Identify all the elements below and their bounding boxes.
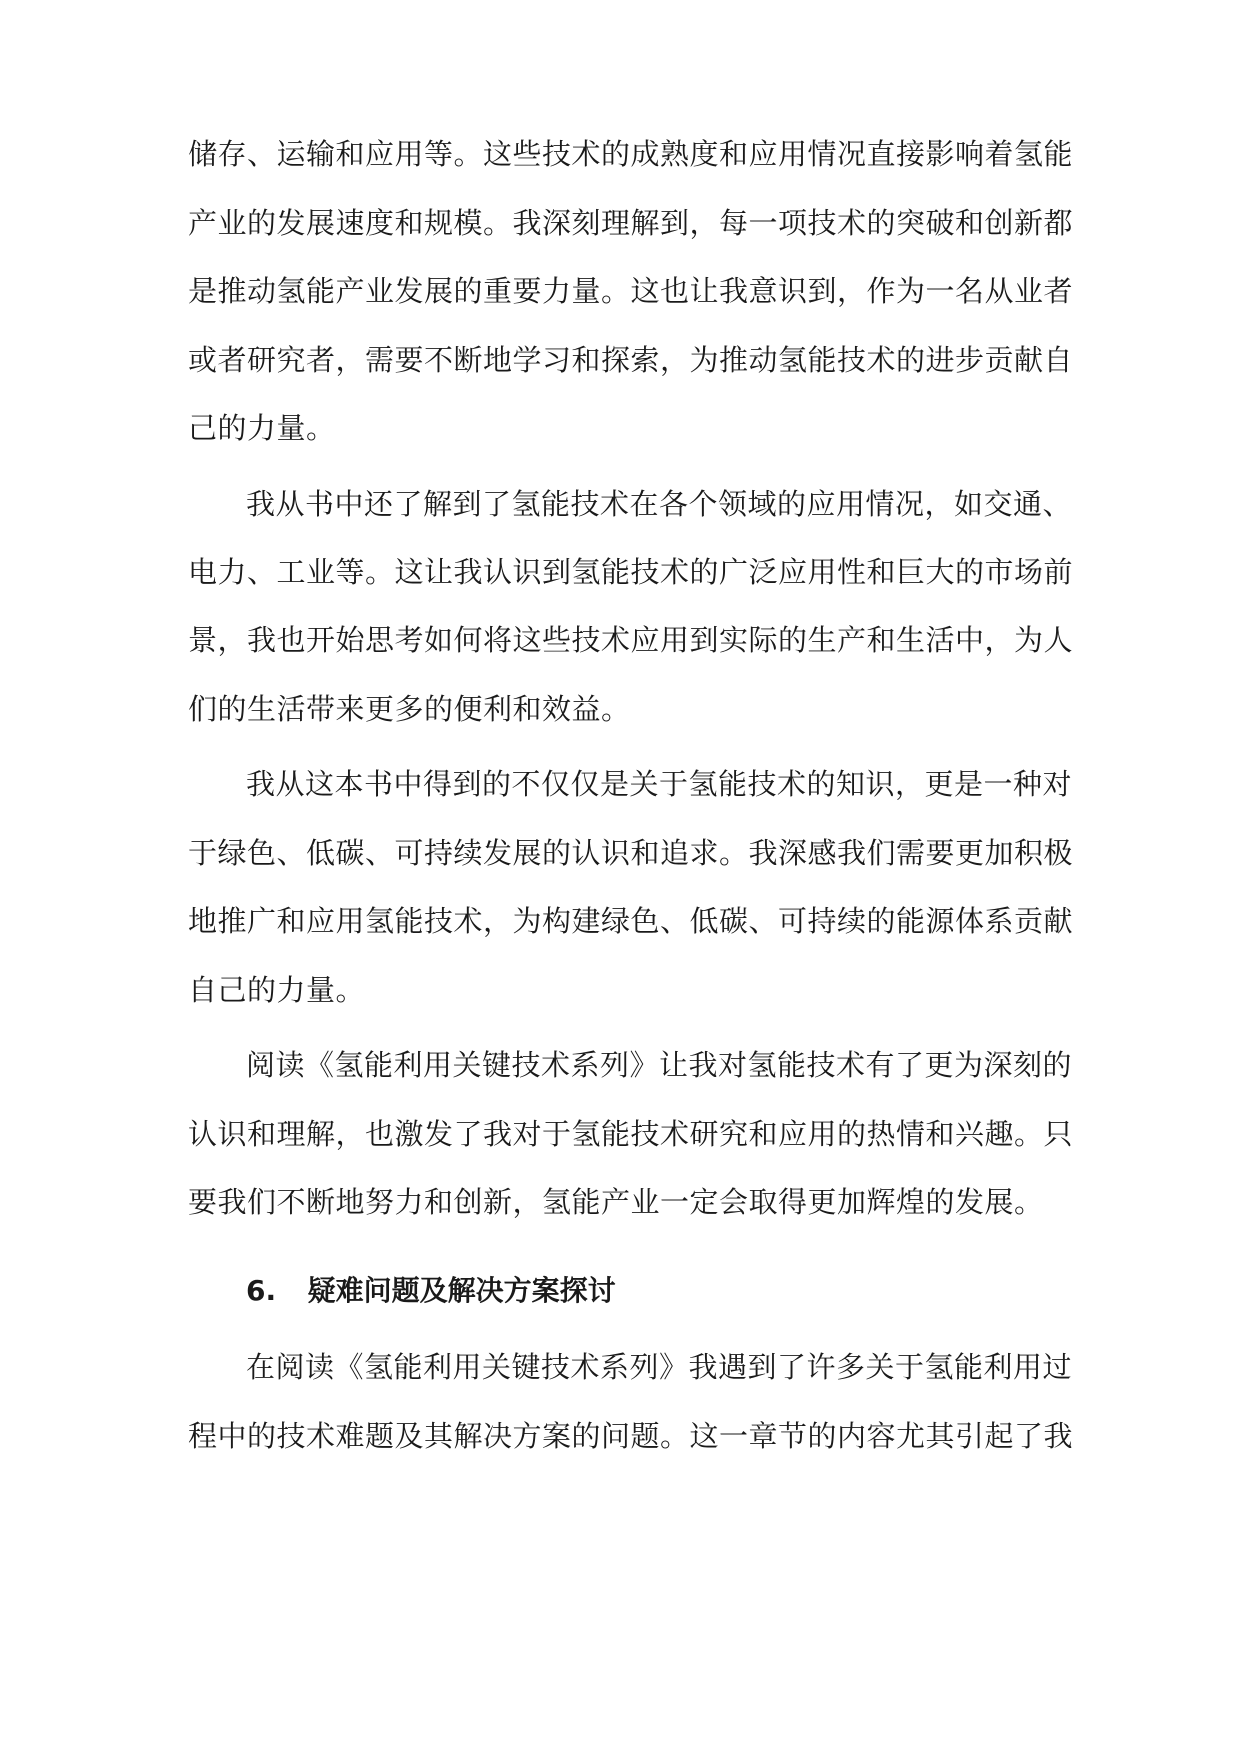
paragraph-1-line-2: 产业的发展速度和规模。我深刻理解到，每一项技术的突破和创新都 bbox=[188, 206, 1074, 240]
paragraph-3-line-1: 我从这本书中得到的不仅仅是关于氢能技术的知识，更是一种对 bbox=[246, 767, 1073, 801]
paragraph-4-line-2: 认识和理解，也激发了我对于氢能技术研究和应用的热情和兴趣。只 bbox=[188, 1117, 1074, 1151]
paragraph-4-line-3: 要我们不断地努力和创新，氢能产业一定会取得更加辉煌的发展。 bbox=[188, 1185, 1044, 1219]
paragraph-1-line-3: 是推动氢能产业发展的重要力量。这也让我意识到，作为一名从业者 bbox=[188, 274, 1074, 308]
section-paragraph-line-2: 程中的技术难题及其解决方案的问题。这一章节的内容尤其引起了我 bbox=[188, 1419, 1074, 1453]
section-heading bbox=[246, 1271, 616, 1311]
paragraph-1-line-4: 或者研究者，需要不断地学习和探索，为推动氢能技术的进步贡献自 bbox=[188, 343, 1074, 377]
paragraph-3-line-4: 自己的力量。 bbox=[188, 973, 366, 1007]
section-number: 6. bbox=[246, 1274, 277, 1307]
paragraph-3-line-3: 地推广和应用氢能技术，为构建绿色、低碳、可持续的能源体系贡献 bbox=[188, 904, 1074, 938]
paragraph-2-line-3: 景，我也开始思考如何将这些技术应用到实际的生产和生活中，为人 bbox=[188, 623, 1074, 657]
paragraph-2-line-1: 我从书中还了解到了氢能技术在各个领域的应用情况，如交通、 bbox=[246, 487, 1073, 521]
paragraph-2-line-4: 们的生活带来更多的便利和效益。 bbox=[188, 692, 631, 726]
paragraph-2-line-2: 电力、工业等。这让我认识到氢能技术的广泛应用性和巨大的市场前 bbox=[188, 555, 1074, 589]
paragraph-4-line-1: 阅读《氢能利用关键技术系列》让我对氢能技术有了更为深刻的 bbox=[246, 1048, 1073, 1082]
paragraph-1-line-5: 己的力量。 bbox=[188, 411, 336, 445]
section-title: 疑难问题及解决方案探讨 bbox=[307, 1274, 616, 1307]
paragraph-1-line-1: 储存、运输和应用等。这些技术的成熟度和应用情况直接影响着氢能 bbox=[188, 137, 1074, 171]
paragraph-3-line-2: 于绿色、低碳、可持续发展的认识和追求。我深感我们需要更加积极 bbox=[188, 836, 1074, 870]
section-paragraph-line-1: 在阅读《氢能利用关键技术系列》我遇到了许多关于氢能利用过 bbox=[246, 1350, 1073, 1384]
